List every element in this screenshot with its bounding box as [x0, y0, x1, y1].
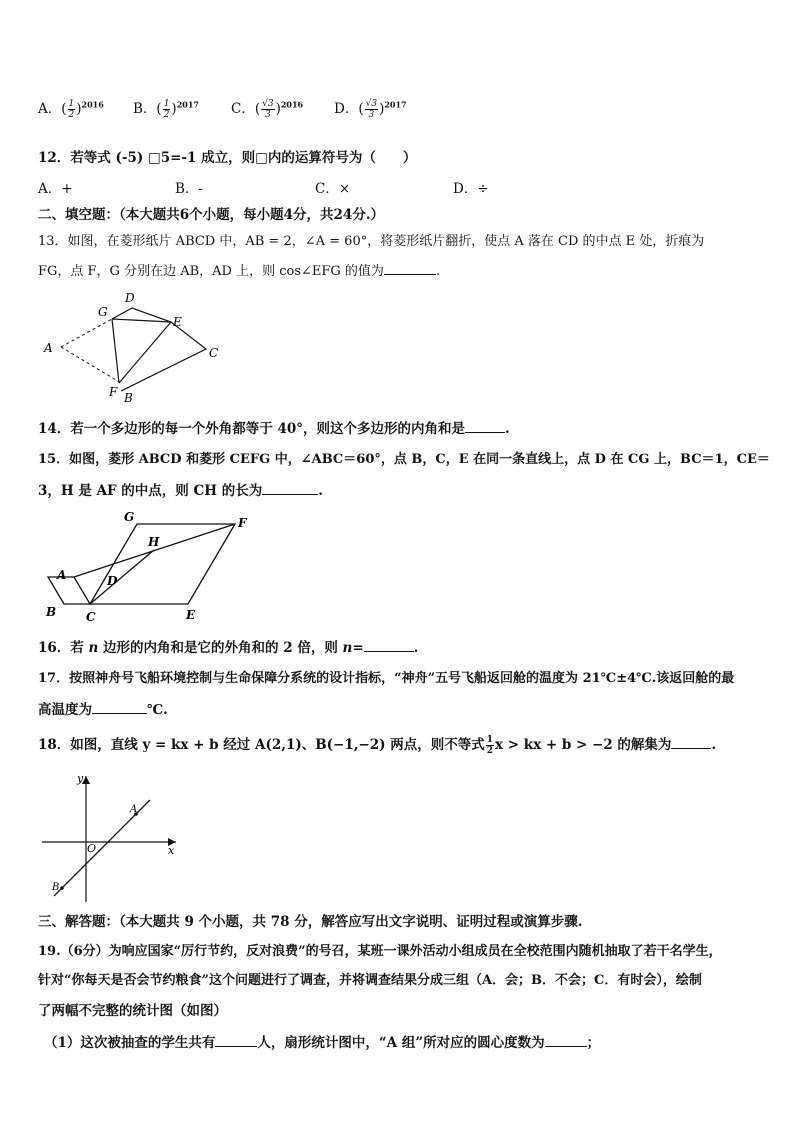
- q12-options: [38, 177, 738, 195]
- q13-line2: [38, 260, 440, 279]
- q11-option-a-fraction: [68, 99, 76, 120]
- q15-label-e: E: [186, 608, 196, 622]
- q18-fraction: [486, 735, 494, 756]
- q18-label-a: A: [130, 804, 138, 815]
- q11-option-b: B．( $\frac{1}{2}$ )$^{2017}$: [133, 99, 199, 120]
- q13-segment-fe: [119, 322, 171, 383]
- q18-text-b: x > kx + b > −2 的解集为: [495, 737, 672, 753]
- q15-label-d: D: [107, 574, 118, 588]
- q18-end: .: [711, 737, 717, 753]
- q15-label-c: C: [86, 610, 96, 624]
- q15-answer-blank: [262, 494, 318, 495]
- q13-fold-line-gf: [112, 319, 119, 383]
- q14-answer-blank: [465, 432, 505, 433]
- q19-sub1-text-b: 人，扇形统计图中，“A 组”所对应的圆心度数为: [257, 1035, 545, 1051]
- q18-graph-figure: [38, 768, 188, 904]
- q11-d-num: √3: [365, 99, 378, 109]
- q16-text-b: 边形的内角和是它的外角和的 2 倍，则: [98, 640, 343, 656]
- q11-option-d: D．( $\frac{√3}{3}$ )$^{2017}$: [334, 99, 407, 120]
- q19-sub1-blank-2: [545, 1046, 587, 1047]
- q11-option-b-fraction: [163, 99, 171, 120]
- q14-line: [38, 417, 510, 437]
- q19-line3: 了两幅不完整的统计图（如图）: [38, 1003, 227, 1019]
- q13-line2-text: FG，点 F，G 分别在边 AB，AD 上，则 cos∠EFG 的值为: [38, 264, 384, 279]
- q15-label-g: G: [124, 510, 135, 524]
- q15-segment-ch: [90, 550, 154, 604]
- q11-a-den: 2: [68, 110, 75, 120]
- q18-label-o: O: [87, 842, 97, 855]
- q11-option-d-letter: D．(: [334, 101, 364, 117]
- q18-text-a: 18．如图，直线 y = kx + b 经过 A(2,1)、B(−1,−2) 两点，则不等式: [38, 737, 485, 753]
- q16-answer-blank: [364, 651, 414, 652]
- q11-option-b-letter: B．(: [133, 101, 162, 117]
- q19-line2: 针对“你每天是否会节约粮食”这个问题进行了调查，并将调查结果分成三组（A．会；B．不会；C．有时会），绘制: [38, 973, 702, 988]
- q12-option-a: A．+: [38, 181, 73, 197]
- q11-b-num: 1: [163, 99, 170, 109]
- q11-d-exp: 2017: [384, 99, 407, 110]
- q15-label-f: F: [238, 516, 247, 530]
- q11-b-exp: 2017: [176, 99, 199, 110]
- q19-line1: 19.（6分）为响应国家“厉行节约，反对浪费”的号召，某班一课外活动小组成员在全校范围内随机抽取了若干名学生，: [38, 944, 722, 959]
- q16-var-n2: n: [342, 640, 353, 656]
- q18-fraction-num: 1: [486, 735, 493, 745]
- q15-line2-text: 3，H 是 AF 的中点，则 CH 的长为: [38, 483, 263, 499]
- q15-label-b: B: [46, 605, 57, 619]
- q19-sub1-text-a: （1）这次被抽查的学生共有: [44, 1035, 216, 1051]
- q17-line1: 17．按照神舟号飞船环境控制与生命保障分系统的设计指标，“神舟”五号飞船返回舱的温度为 21℃±4℃.该返回舱的最: [38, 671, 735, 686]
- q18-label-x: x: [168, 844, 175, 857]
- q16-end: .: [413, 640, 419, 656]
- q11-a-exp: 2016: [81, 99, 104, 110]
- q15-rhombus-abcd: [48, 577, 90, 604]
- q16-text-c: =: [352, 640, 364, 656]
- section-2-heading: 二、填空题：（本大题共6个小题，每小题4分，共24分.）: [38, 207, 385, 223]
- q19-sub1: [44, 1031, 600, 1051]
- q17-line2-text: 高温度为: [38, 702, 92, 718]
- q16-text-a: 16．若: [38, 640, 89, 656]
- q11-option-c-fraction: [261, 99, 274, 120]
- q18-fraction-den: 2: [486, 746, 493, 756]
- q11-option-d-fraction: [365, 99, 378, 120]
- q11-option-a: A．( $\frac{1}{2}$ )$^{2016}$: [38, 99, 104, 120]
- q18-label-b: B: [52, 882, 60, 893]
- q16-line: [38, 636, 418, 656]
- q16-var-n: n: [88, 640, 99, 656]
- q15-line1: 15．如图，菱形 ABCD 和菱形 CEFG 中，∠ABC＝60°，点 B，C，E 在同一条直线上，点 D 在 CG 上，BC＝1，CE＝: [38, 452, 770, 467]
- q13-rhombus-outline: [112, 308, 206, 391]
- q12-text: 12．若等式 (-5) □5=-1 成立，则□内的运算符号为（ ）: [38, 150, 417, 166]
- q11-c-den: 3: [264, 110, 271, 120]
- q11-c-num: √3: [262, 99, 274, 109]
- q11-option-a-letter: A．(: [38, 101, 67, 117]
- q19-sub1-end: ；: [586, 1035, 601, 1051]
- q17-line2: [38, 698, 168, 718]
- q12-option-d: D．÷: [453, 181, 489, 197]
- q13-rhombus-figure: [36, 286, 236, 406]
- q15-label-a: A: [57, 568, 67, 582]
- q12-option-c: C．×: [315, 181, 351, 197]
- q13-label-f: F: [109, 385, 118, 399]
- q13-label-g: G: [98, 305, 108, 319]
- section-3-heading: 三、解答题：（本大题共 9 个小题，共 78 分，解答应写出文字说明、证明过程或演算步骤.: [38, 914, 583, 930]
- q18-line: [38, 733, 716, 756]
- q15-rhombus-figure: [42, 506, 272, 626]
- q11-c-exp: 2016: [280, 99, 304, 110]
- q17-answer-blank: [92, 713, 147, 714]
- q17-line2-end: ℃.: [147, 702, 168, 718]
- q13-label-a: A: [44, 341, 53, 355]
- q19-sub1-blank-1: [215, 1046, 257, 1047]
- q15-line2: [38, 479, 323, 499]
- q13-line2-end: .: [435, 264, 441, 279]
- q18-label-y: y: [77, 772, 84, 785]
- q11-option-c: C．( $\frac{√3}{3}$ )$^{2016}$: [231, 99, 304, 120]
- q11-a-num: 1: [68, 99, 75, 109]
- q11-option-c-letter: C．(: [231, 101, 261, 117]
- q18-point-b: [60, 886, 64, 890]
- q11-d-den: 3: [368, 110, 375, 120]
- q15-segment-af: [74, 524, 235, 577]
- q15-label-h: H: [148, 535, 160, 549]
- q13-label-c: C: [209, 346, 219, 360]
- q13-answer-blank: [384, 274, 436, 275]
- q14-end: .: [505, 421, 510, 437]
- q13-label-e: E: [173, 315, 182, 329]
- q18-answer-blank: [671, 748, 711, 749]
- q13-label-d: D: [125, 291, 135, 305]
- q13-dashed-ag: [61, 319, 112, 347]
- q14-text: 14．若一个多边形的每一个外角都等于 40°，则这个多边形的内角和是: [38, 421, 466, 437]
- q12-option-b: B．-: [175, 181, 203, 197]
- q13-line1: 13．如图，在菱形纸片 ABCD 中，AB = 2，∠A = 60°，将菱形纸片翻折，使点 A 落在 CD 的中点 E 处，折痕为: [38, 234, 705, 249]
- q13-label-b: B: [124, 391, 133, 405]
- q13-dashed-af: [61, 347, 121, 383]
- q11-b-den: 2: [163, 110, 170, 120]
- q15-line2-end: .: [318, 483, 323, 499]
